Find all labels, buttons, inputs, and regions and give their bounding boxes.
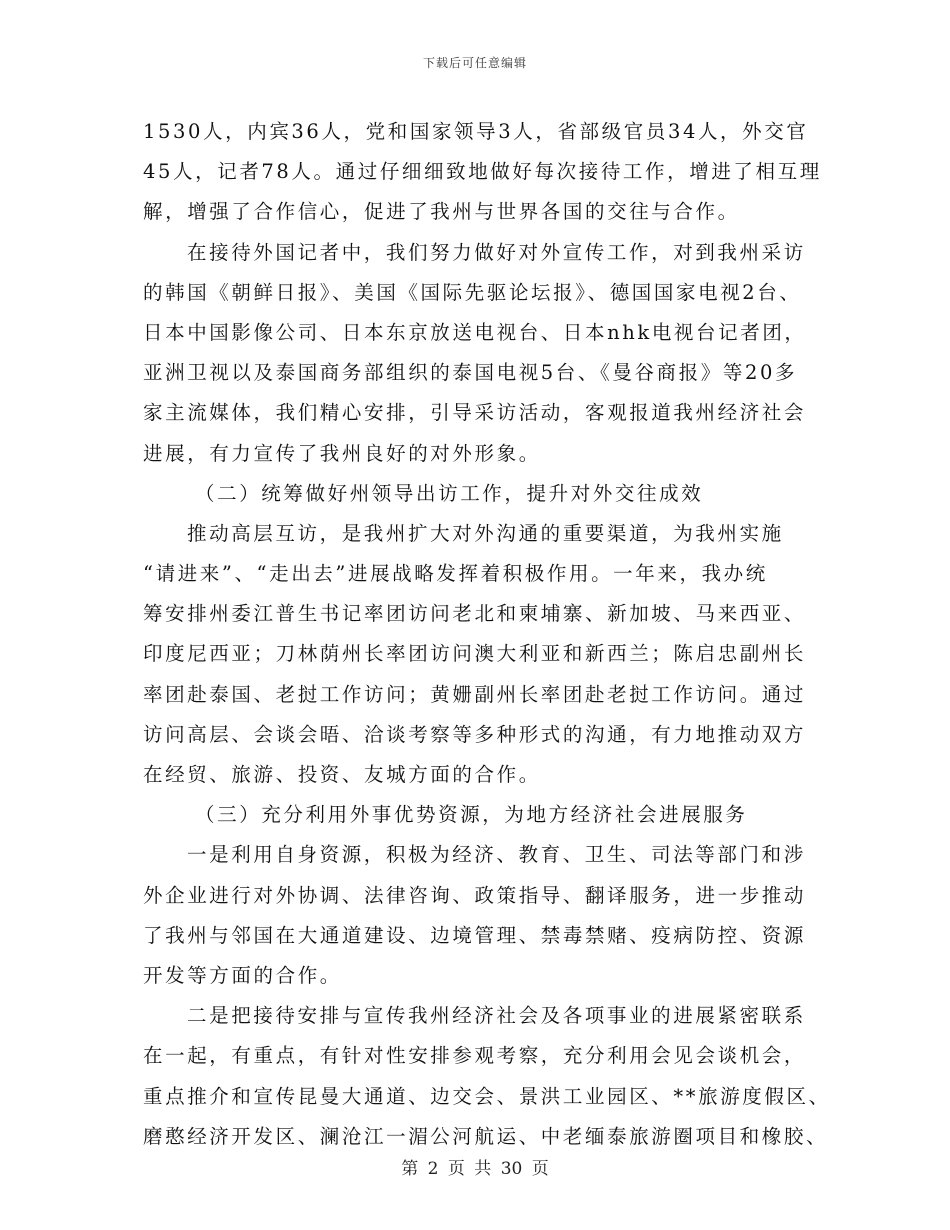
text-line: 磨憨经济开发区、澜沧江一湄公河航运、中老缅泰旅游圈项目和橡胶、 <box>143 1124 829 1148</box>
text-line: 日本中国影像公司、日本东京放送电视台、日本nhk电视台记者团， <box>143 320 807 344</box>
document-body <box>143 112 831 1157</box>
header-note: 下载后可任意编辑 <box>422 56 527 70</box>
text-line: 率团赴泰国、老挝工作访问；黄姗副州长率团赴老挝工作访问。通过 <box>143 682 807 706</box>
text-line: 45人，记者78人。通过仔细细致地做好每次接待工作，增进了相互理 <box>143 160 822 184</box>
text-line: 筹安排州委江普生书记率团访问老北和柬埔寨、新加坡、马来西亚、 <box>143 602 807 626</box>
text-line: 亚洲卫视以及泰国商务部组织的泰国电视5台、《曼谷商报》等20多 <box>143 361 798 385</box>
text-line: 访问高层、会谈会晤、洽谈考察等多种形式的沟通，有力地推动双方 <box>143 722 807 746</box>
text-line: 外企业进行对外协调、法律咨询、政策指导、翻译服务，进一步推动 <box>143 883 807 907</box>
text-line: 推动高层互访，是我州扩大对外沟通的重要渠道，为我州实施 <box>187 521 784 545</box>
section-heading: （二）统筹做好州领导出访工作，提升对外交往成效 <box>195 481 704 505</box>
text-line: 进展，有力宣传了我州良好的对外形象。 <box>143 441 541 465</box>
text-line: 1530人，内宾36人，党和国家领导3人，省部级官员34人，外交官 <box>143 120 809 143</box>
text-line: 在一起，有重点，有针对性安排参观考察，充分利用会见会谈机会， <box>143 1044 807 1068</box>
text-line: “请进来”、“走出去”进展战略发挥着积极作用。一年来，我办统 <box>143 562 768 586</box>
text-line: 开发等方面的合作。 <box>143 963 342 987</box>
text-line: 在接待外国记者中，我们努力做好对外宣传工作，对到我州采访 <box>187 240 806 264</box>
text-line: 印度尼西亚；刀林荫州长率团访问澳大利亚和新西兰；陈启忠副州长 <box>143 642 807 666</box>
text-line: 重点推介和宣传昆曼大通道、边交会、景洪工业园区、**旅游度假区、 <box>143 1084 831 1108</box>
page-footer: 第 2 页 共 30 页 <box>401 1159 549 1179</box>
section-heading: （三）充分利用外事优势资源，为地方经济社会进展服务 <box>195 803 748 827</box>
text-line: 在经贸、旅游、投资、友城方面的合作。 <box>143 763 541 786</box>
text-line: 二是把接待安排与宣传我州经济社会及各项事业的进展紧密联系 <box>187 1004 806 1028</box>
text-line: 解，增强了合作信心，促进了我州与世界各国的交往与合作。 <box>143 200 740 224</box>
text-line: 了我州与邻国在大通道建设、边境管理、禁毒禁赌、疫病防控、资源 <box>143 923 807 947</box>
text-line: 一是利用自身资源，积极为经济、教育、卫生、司法等部门和涉 <box>187 843 806 867</box>
text-line: 的韩国《朝鲜日报》、美国《国际先驱论坛报》、德国国家电视2台、 <box>143 280 802 304</box>
text-line: 家主流媒体，我们精心安排，引导采访活动，客观报道我州经济社会 <box>143 401 807 425</box>
